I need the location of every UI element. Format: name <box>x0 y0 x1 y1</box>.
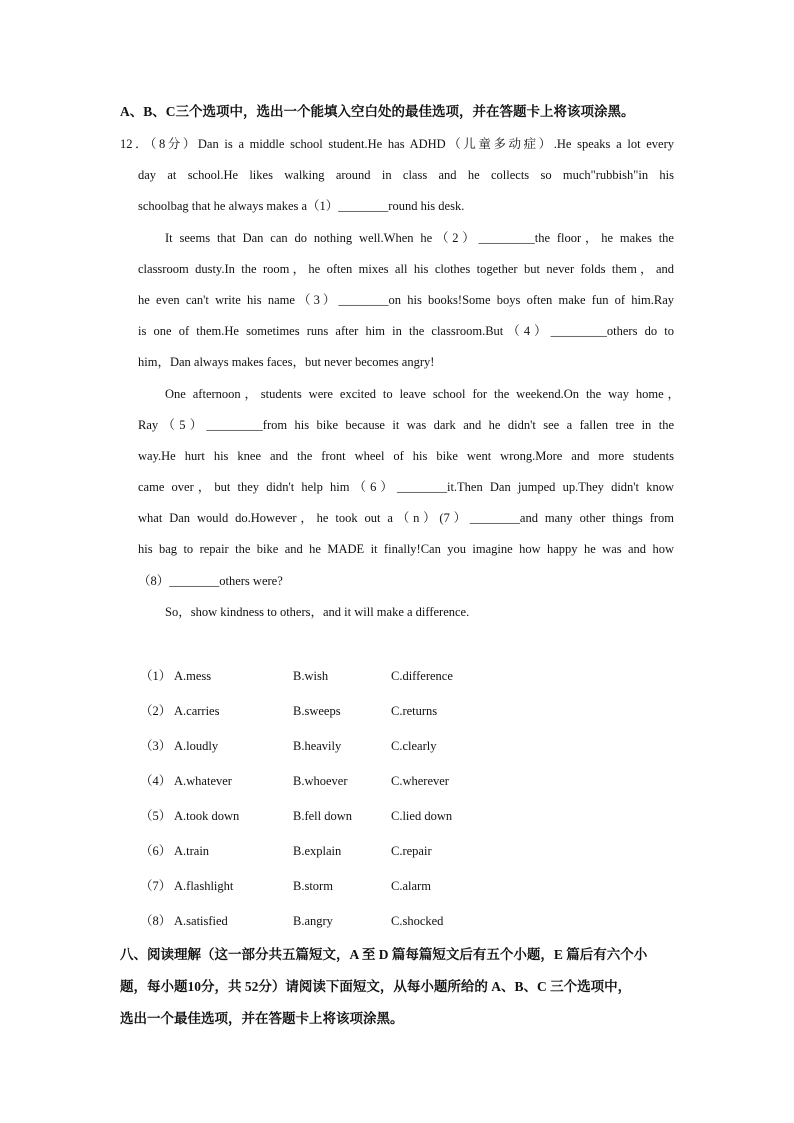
section-heading: 八、阅读理解（这一部分共五篇短文，A 至 D 篇每篇短文后有五个小题，E 篇后有六个小 <box>120 947 648 962</box>
option-number: （5） <box>140 809 172 823</box>
option-a: A.flashlight <box>174 879 234 893</box>
option-b: B.angry <box>293 914 333 928</box>
passage-line: 12．（8分）Dan is a middle school student.He has ADHD（儿童多动症）.He speaks a lot every <box>120 137 674 151</box>
option-number: （1） <box>140 669 172 683</box>
option-number: （2） <box>140 704 172 718</box>
option-b: B.wish <box>293 669 329 683</box>
option-c: C.clearly <box>391 739 437 753</box>
passage-line: his bag to repair the bike and he MADE it finally!Can you imagine how happy he was and how <box>138 542 674 556</box>
option-a: A.satisfied <box>174 914 228 928</box>
option-c: C.shocked <box>391 914 444 928</box>
option-c: C.repair <box>391 844 432 858</box>
option-a: A.loudly <box>174 739 219 753</box>
option-b: B.heavily <box>293 739 342 753</box>
option-a: A.whatever <box>174 774 232 788</box>
section-heading: 题，每小题10分，共 52分）请阅读下面短文，从每小题所给的 A、B、C 三个选项中， <box>120 979 632 994</box>
option-c: C.difference <box>391 669 453 683</box>
option-c: C.wherever <box>391 774 449 788</box>
passage-line: way.He hurt his knee and the front wheel of his bike went wrong.More and more students <box>138 449 674 463</box>
passage-line: is one of them.He sometimes runs after him in the classroom.But（4）_________others do to <box>138 324 674 338</box>
option-c: C.returns <box>391 704 438 718</box>
option-b: B.sweeps <box>293 704 341 718</box>
passage-line: him，Dan always makes faces，but never becomes angry! <box>138 355 435 369</box>
option-number: （6） <box>140 844 172 858</box>
passage-line: came over，but they didn't help him（6）________it.Then Dan jumped up.They didn't know <box>138 480 674 494</box>
passage-line: （8）________others were? <box>138 574 283 588</box>
option-b: B.storm <box>293 879 333 893</box>
option-a: A.carries <box>174 704 220 718</box>
passage-line: he even can't write his name（3）________on his books!Some boys often make fun of him.Ray <box>138 293 674 307</box>
option-a: A.took down <box>174 809 240 823</box>
passage-line: classroom dusty.In the room，he often mixes all his clothes together but never folds them，and <box>138 262 674 276</box>
passage-line: what Dan would do.However，he took out a（n）(7）________and many other things from <box>138 511 674 525</box>
passage-line: So，show kindness to others，and it will make a difference. <box>165 605 470 619</box>
option-a: A.mess <box>174 669 212 683</box>
option-a: A.train <box>174 844 210 858</box>
passage-line: Ray（5）_________from his bike because it was dark and he didn't see a fallen tree in the <box>138 418 674 432</box>
option-c: C.lied down <box>391 809 453 823</box>
passage-line: It seems that Dan can do nothing well.When he（2）_________the floor，he makes the <box>165 231 674 245</box>
option-number: （4） <box>140 774 172 788</box>
option-c: C.alarm <box>391 879 431 893</box>
passage-line: One afternoon，students were excited to leave school for the weekend.On the way home， <box>165 387 680 401</box>
option-number: （3） <box>140 739 172 753</box>
instruction-top: A、B、C三个选项中，选出一个能填入空白处的最佳选项，并在答题卡上将该项涂黑。 <box>120 104 635 119</box>
section-heading: 选出一个最佳选项，并在答题卡上将该项涂黑。 <box>120 1011 404 1026</box>
option-b: B.explain <box>293 844 342 858</box>
option-b: B.fell down <box>293 809 353 823</box>
passage-line: day at school.He likes walking around in class and he collects so much"rubbish"in his <box>138 168 674 182</box>
option-number: （7） <box>140 879 172 893</box>
option-number: （8） <box>140 914 172 928</box>
passage-line: schoolbag that he always makes a（1）________round his desk. <box>138 199 465 213</box>
option-b: B.whoever <box>293 774 348 788</box>
